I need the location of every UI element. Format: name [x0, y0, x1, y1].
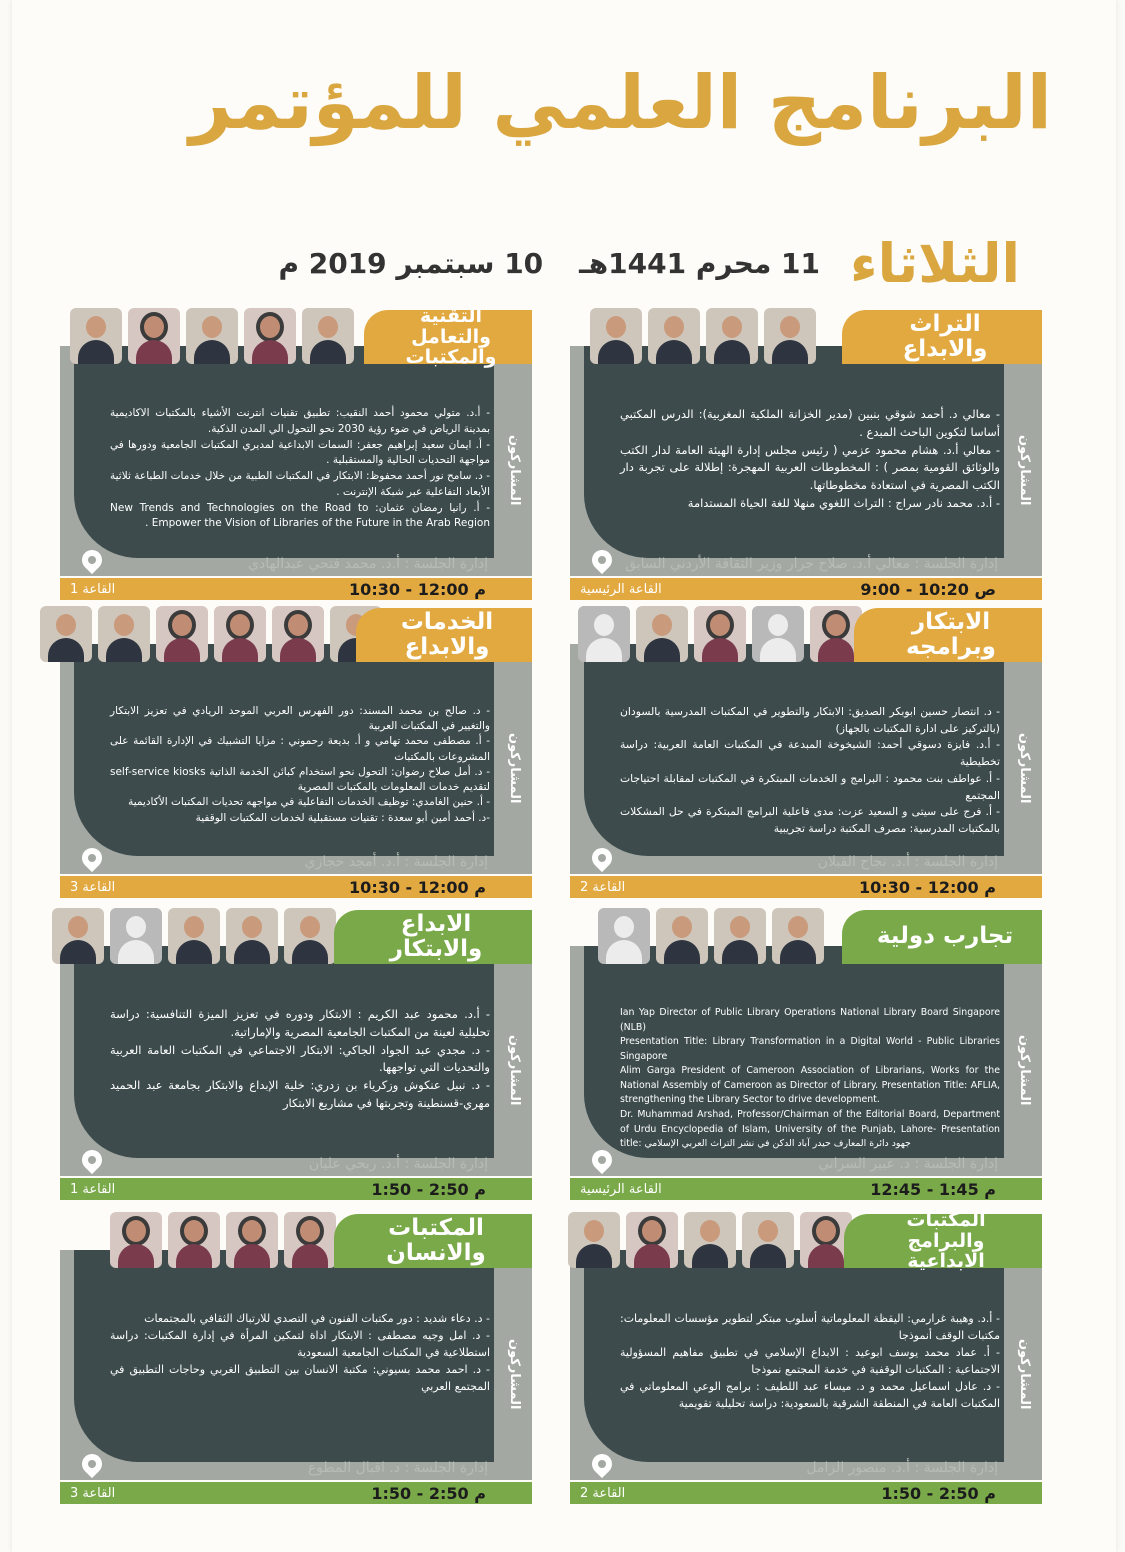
participant-item: - د. صالح بن محمد المسند: دور الفهرس العربي الموحد الريادي في تعزيز الابتكار والتغيير في المكتبات العربية: [110, 705, 490, 733]
speaker-photo: [186, 308, 238, 364]
participant-item: - أ. رانيا رمضان عثمان: New Trends and Technologies on the Road to Empower the Vision of Libraries of the Future in the Arab Region .: [110, 501, 490, 530]
participants-list: [110, 704, 490, 826]
speaker-photo: [626, 1212, 678, 1268]
participants-list: [620, 1310, 1000, 1412]
participant-item: - أ. ايمان سعيد إبراهيم جعفر: السمات الابداعية لمديري المكتبات الجامعية ودورها في مواجهة التحديات الحالية والمستقبلية .: [110, 438, 490, 467]
session-chair: إدارة الجلسة : أ.د. ربحي عليان: [308, 1156, 488, 1172]
session-time: 1:50 - 2:50 م: [371, 1483, 486, 1503]
speaker-photo: [168, 1212, 220, 1268]
participants-label: المشاركون: [500, 1300, 528, 1448]
session-time: 1:50 - 2:50 م: [881, 1483, 996, 1503]
speaker-photo: [706, 308, 758, 364]
speaker-photo: [742, 1212, 794, 1268]
participant-item: - د. أمل صلاح رضوان: التحول نحو استخدام كبائن الخدمة الذاتية self-service kiosks لتقديم خدمات المعلومات بالمكتبات المصرية: [110, 765, 490, 794]
participants-list: [620, 704, 1000, 838]
speaker-photo: [168, 908, 220, 964]
speaker-photo: [214, 606, 266, 662]
participant-item: - د. سامح نور أحمد محفوظ: الابتكار في المكتبات الطبية من خلال خدمات الطباعة ثلاثية الأبعاد التفاعلية عبر شبكة الإنترنت .: [110, 470, 490, 498]
speaker-photo: [128, 308, 180, 364]
session-chair: إدارة الجلسة : معالي أ.د. صلاح جرار وزير الثقافة الأردني السابق: [625, 556, 998, 572]
session-title: المكتبات والبرامج الابداعية: [844, 1214, 1042, 1268]
speaker-photo: [226, 1212, 278, 1268]
participant-item: - د. عادل اسماعيل محمد و د. ميساء عبد اللطيف : برامج الوعي المعلوماتي في المكتبات العامة في المنطقة الشرقية بالسعودية: دراسة تحليلية تقويمية: [620, 1380, 1000, 1411]
participant-item: - د. دعاء شديد : دور مكتبات الفنون في التصدي للارتباك الثقافي بالمجتمعات: [144, 1312, 490, 1325]
session-room: القاعة 1: [70, 581, 116, 597]
participant-item: Alim Garga President of Cameroon Association of Librarians, Works for the National Assembly of Cameroon as Director of Library. Presentation Title: AFLIA, strengthening the Library Sector to drive development.: [620, 1065, 1000, 1106]
participant-item: - أ. مصطفى محمد تهامي و أ. بديعة رحموني : مزايا التشبيك في الإدارة القائمة على المشروعات بالمكتبات: [110, 735, 490, 763]
speaker-photos: [598, 908, 824, 964]
participants-list: [110, 1006, 490, 1113]
speaker-photos: [590, 308, 816, 364]
date-hijri: 11 محرم 1441هـ: [579, 246, 820, 280]
speaker-photo: [648, 308, 700, 364]
speaker-photo: [578, 606, 630, 662]
speaker-photo: [110, 908, 162, 964]
speaker-photo: [272, 606, 324, 662]
session-room: القاعة 1: [70, 1181, 116, 1197]
speaker-photos: [578, 606, 862, 662]
participant-item: - معالي د. أحمد شوقي بنبين (مدير الخزانة الملكية المغربية): الدرس المكتبي أساسا لتكوين الباحث المبدع .: [620, 407, 1000, 439]
session-footer: [60, 1178, 532, 1200]
participants-list: [620, 406, 1000, 513]
session-time: 1:50 - 2:50 م: [371, 1179, 486, 1199]
participants-label: المشاركون: [1010, 694, 1038, 842]
participant-item: Presentation Title: Library Transformation in a Digital World - Public Libraries Singapore: [620, 1036, 1000, 1062]
participant-item: - أ. عماد محمد يوسف ابوعيد : الابداع الإسلامي في تطبيق مفاهيم المسؤولية الاجتماعية : المكتبات الوقفية في خدمة المجتمع نموذجا: [620, 1346, 1000, 1377]
participant-item: Dr. Muhammad Arshad, Professor/Chairman of the Editorial Board, Department of Urdu Encyclopedia of Islam, University of the Punjab, Lahore- Presentation title: جهود دائرة المعارف حيدر آباد الدكن في نشر التراث العربي الإسلامي: [620, 1109, 1000, 1150]
speaker-photo: [764, 308, 816, 364]
session-room: القاعة 3: [70, 1485, 116, 1501]
participant-item: - د. نبيل عنكوش وزكرياء بن زدري: خلية الإبداع والابتكار بجامعة عبد الحميد مهري-قسنطينة وتجربتها في مشاريع الابتكار: [110, 1078, 490, 1111]
page-title: البرنامج العلمي للمؤتمر: [189, 60, 1052, 146]
participants-list: [620, 1006, 1000, 1152]
session-chair: إدارة الجلسة : أ.د. نجاح القبلان: [817, 854, 998, 870]
session-footer: [570, 1482, 1042, 1504]
speaker-photo: [284, 908, 336, 964]
session-chair: إدارة الجلسة : أ.د. منصور الزامل: [806, 1460, 998, 1476]
session-title: تجارب دولية: [842, 910, 1042, 964]
speaker-photos: [568, 1212, 852, 1268]
speaker-photo: [598, 908, 650, 964]
participant-item: - أ.د. متولي محمود أحمد النقيب: تطبيق تقنيات انترنت الأشياء بالمكتبات الاكاديمية بمدينة الرياض في ضوء رؤية 2030 نحو التحول الي المدن الذكية.: [110, 407, 490, 435]
session-room: القاعة 3: [70, 879, 116, 895]
day-name: الثلاثاء: [850, 231, 1020, 295]
speaker-photo: [70, 308, 122, 364]
session-chair: إدارة الجلسة : أ.د. أمجد حجازي: [304, 854, 488, 870]
participant-item: - معالي أ.د. هشام محمود عزمي ( رئيس مجلس إدارة الهيئة العامة لدار الكتب والوثائق القومية بمصر ) : المخطوطات العربية المهجرة: إطلالة على تجربة دار الكتب المصرية في استعادة مخطوطاتها.: [620, 442, 1000, 493]
speaker-photo: [52, 908, 104, 964]
speaker-photos: [40, 606, 382, 662]
session-time: 10:30 - 12:00 م: [349, 877, 486, 897]
session-room: القاعة الرئيسية: [580, 581, 662, 597]
session-time: 10:30 - 12:00 م: [349, 579, 486, 599]
speaker-photos: [52, 908, 336, 964]
session-room: القاعة الرئيسية: [580, 1181, 662, 1197]
participant-item: - أ. حنين الغامدي: توظيف الخدمات التفاعلية في مواجهه تحديات المكتبات الأكاديمية: [128, 796, 490, 809]
session-title: التراث والابداع: [842, 310, 1042, 364]
speaker-photos: [70, 308, 354, 364]
session-chair: إدارة الجلسة : د. اقبال المطوع: [307, 1460, 488, 1476]
participant-item: - أ.د. محمد نادر سراج : التراث اللغوي منهلا للغة الحياة المستدامة: [687, 496, 1000, 511]
speaker-photo: [568, 1212, 620, 1268]
participant-item: - أ.د. فايزة دسوقي أحمد: الشيخوخة المبدعة في المكتبات العامة العربية: دراسة تخطيطية: [620, 738, 1000, 769]
session-title: الابتكار وبرامجه: [854, 608, 1042, 662]
speaker-photo: [110, 1212, 162, 1268]
participants-label: المشاركون: [1010, 996, 1038, 1144]
date-row: [242, 228, 1020, 298]
speaker-photo: [590, 308, 642, 364]
speaker-photo: [244, 308, 296, 364]
speaker-photo: [714, 908, 766, 964]
session-chair: إدارة الجلسة : أ.د. محمد فتحي عبدالهادي: [248, 556, 488, 572]
session-title: التقنية والتعامل والمكتبات: [364, 310, 532, 364]
session-room: القاعة 2: [580, 1485, 626, 1501]
speaker-photo: [226, 908, 278, 964]
session-title: الخدمات والابداع: [356, 608, 532, 662]
participants-list: [110, 406, 490, 532]
session-time: 10:30 - 12:00 م: [859, 877, 996, 897]
session-footer: [60, 578, 532, 600]
session-footer: [60, 876, 532, 898]
session-room: القاعة 2: [580, 879, 626, 895]
participants-label: المشاركون: [500, 996, 528, 1144]
session-time: 9:00 - 10:20 ص: [860, 579, 996, 599]
speaker-photo: [636, 606, 688, 662]
speaker-photo: [772, 908, 824, 964]
session-footer: [570, 1178, 1042, 1200]
participant-item: - د. مجدي عبد الجواد الجاكي: الابتكار الاجتماعي في المكتبات العامة العربية والتحديات التي تواجهها.: [110, 1042, 490, 1075]
session-footer: [570, 876, 1042, 898]
speaker-photo: [40, 606, 92, 662]
participants-label: المشاركون: [1010, 1300, 1038, 1448]
speaker-photo: [684, 1212, 736, 1268]
participant-item: - د. انتصار حسين ابوبكر الصديق: الابتكار والتطوير في المكتبات المدرسية بالسودان (بالتركيز على ادارة المكتبات بالجهاز): [620, 705, 1000, 735]
speaker-photo: [694, 606, 746, 662]
session-title: الابداع والابتكار: [334, 910, 532, 964]
speaker-photo: [656, 908, 708, 964]
session-chair: إدارة الجلسة : د. عبير السراني: [818, 1156, 998, 1172]
speaker-photo: [302, 308, 354, 364]
participant-item: - د. امل وجيه مصطفى : الابتكار اداة لتمكين المرأة في إدارة المكتبات: دراسة استطلاعية في المكتبات الجامعية السعودية: [110, 1329, 490, 1360]
speaker-photos: [110, 1212, 336, 1268]
participants-label: المشاركون: [1010, 396, 1038, 544]
participant-item: - أ. عواطف بنت محمود : البرامج و الخدمات المبتكرة في المكتبات لمقابلة احتياجات المجتمع: [620, 771, 1000, 802]
participant-item: -د. أحمد أمين أبو سعدة : تقنيات مستقبلية لخدمات المكتبات الوقفية: [195, 811, 490, 824]
participant-item: - أ.د. وهيبة غرارمي: اليقظة المعلوماتية أسلوب مبتكر لتطوير مؤسسات المعلومات: مكتبات الوقف أنموذجا: [620, 1312, 1000, 1343]
participants-list: [110, 1310, 490, 1395]
program-page: [12, 0, 1116, 1552]
participants-label: المشاركون: [500, 694, 528, 842]
session-title: المكتبات والانسان: [334, 1214, 532, 1268]
speaker-photo: [752, 606, 804, 662]
session-footer: [60, 1482, 532, 1504]
participant-item: Ian Yap Director of Public Library Operations National Library Board Singapore (NLB): [620, 1007, 1000, 1033]
speaker-photo: [284, 1212, 336, 1268]
speaker-photo: [98, 606, 150, 662]
session-time: 12:45 - 1:45 م: [870, 1179, 996, 1199]
participant-item: - أ. فرج على سيتى و السعيد عزت: مدى فاعلية البرامج المبتكرة في حل المشكلات بالمكتبات المدرسية: مصرف المكتبة دراسة تجريبية: [620, 805, 1000, 836]
session-footer: [570, 578, 1042, 600]
participant-item: - د. احمد محمد بسيوني: مكتبة الانسان بين التطبيق الغربي وحاجات التطبيق في المجتمع العربي: [110, 1363, 490, 1394]
participants-label: المشاركون: [500, 396, 528, 544]
speaker-photo: [156, 606, 208, 662]
date-gregorian: 10 سبتمبر 2019 م: [278, 246, 544, 280]
participant-item: - أ.د. محمود عبد الكريم : الابتكار ودوره في تعزيز الميزة التنافسية: دراسة تحليلية لعينة من المكتبات الجامعية المصرية والإماراتية.: [110, 1007, 490, 1039]
